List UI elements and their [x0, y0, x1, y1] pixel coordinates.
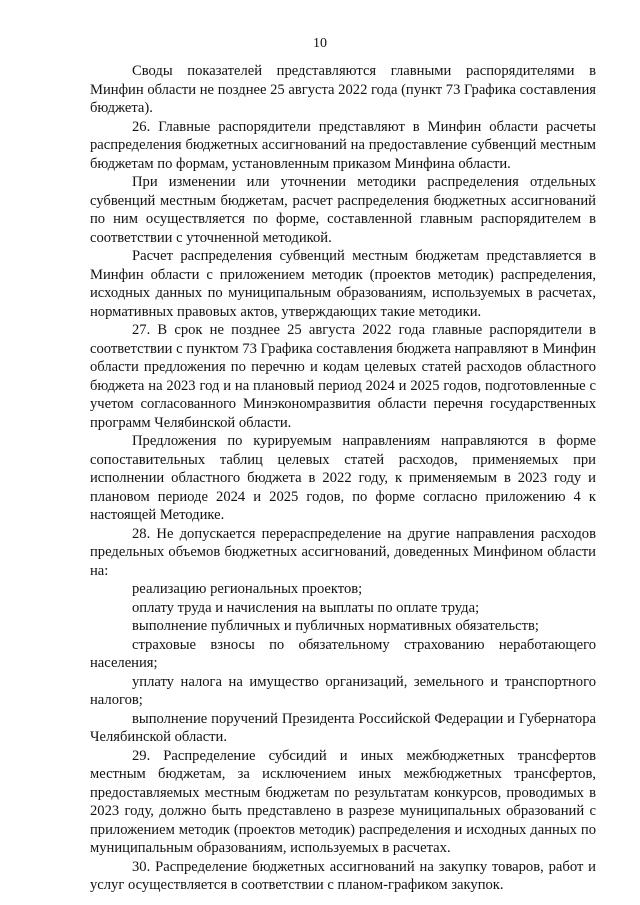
list-item-president-orders: выполнение поручений Президента Российской Федерации и Губернатора Челябинской области. [90, 710, 596, 745]
paragraph-27: 27. В срок не позднее 25 августа 2022 года главные распорядители в соответствии с пунктом 73 Графика составления бюджета направляют в Минфин области предложения по перечню и кодам целевых статей расходов областного бюджета на 2023 год и на плановый период 2024 и 2025 годов, подготовленные с учетом согласованного Минэкономразвития области перечня государственных программ Челябинской области. [90, 322, 596, 431]
list-item-wages: оплату труда и начисления на выплаты по оплате труда; [132, 599, 480, 616]
paragraph-method-change: При изменении или уточнении методики распределения отдельных субвенций местным бюджетам, расчет распределения бюджетных ассигнований по ним осуществляется по форме, составленной главным распорядителем в соответствии с уточненной методикой. [90, 174, 596, 246]
paragraph-proposals: Предложения по курируемым направлениям направляются в форме сопоставительных таблиц целевых статей расходов, применяемых при исполнении областного бюджета в 2022 году, к применяемым в 2023 году и плановом периоде 2024 и 2025 годов, по форме согласно приложению 4 к настоящей Методике. [90, 433, 596, 523]
list-item-regional-projects: реализацию региональных проектов; [132, 581, 363, 597]
list-item-public-obligations: выполнение публичных и публичных нормативных обязательств; [132, 618, 539, 634]
list-item-insurance: страховые взносы по обязательному страхованию неработающего населения; [90, 636, 596, 671]
paragraph-26: 26. Главные распорядители представляют в Минфин области расчеты распределения бюджетных ассигнований на предоставление субвенций местным бюджетам по формам, установленным приказом Минфина области. [90, 118, 596, 172]
paragraph-summary-deadline: Своды показателей представляются главными распорядителями в Минфин области не позднее 25 августа 2022 года (пункт 73 Графика составления бюджета). [90, 63, 597, 116]
page-number: 10 [313, 36, 327, 51]
paragraph-29: 29. Распределение субсидий и иных межбюджетных трансфертов местным бюджетам, за исключением иных межбюджетных трансфертов, предоставляемых местным бюджетам по результатам конкурсов, проводимых в 2023 году, должно быть представлено в разрезе муниципальных образований с приложением методик (проектов методик) распределения и исходных данных по муниципальным образованиям, используемых в расчетах. [90, 747, 596, 856]
list-item-property-tax: уплату налога на имущество организаций, земельного и транспортного налогов; [90, 673, 596, 708]
document-body [90, 62, 596, 895]
paragraph-30: 30. Распределение бюджетных ассигнований на закупку товаров, работ и услуг осуществляется в соответствии с планом-графиком закупок. [90, 858, 596, 893]
paragraph-subvention-calculation: Расчет распределения субвенций местным бюджетам представляется в Минфин области с приложением методик (проектов методик) распределения, исходных данных по муниципальным образованиям, используемых в расчетах, нормативных правовых актов, утверждающих такие методики. [90, 248, 596, 320]
paragraph-28: 28. Не допускается перераспределение на другие направления расходов предельных объемов бюджетных ассигнований, доведенных Минфином области на: [90, 525, 596, 579]
